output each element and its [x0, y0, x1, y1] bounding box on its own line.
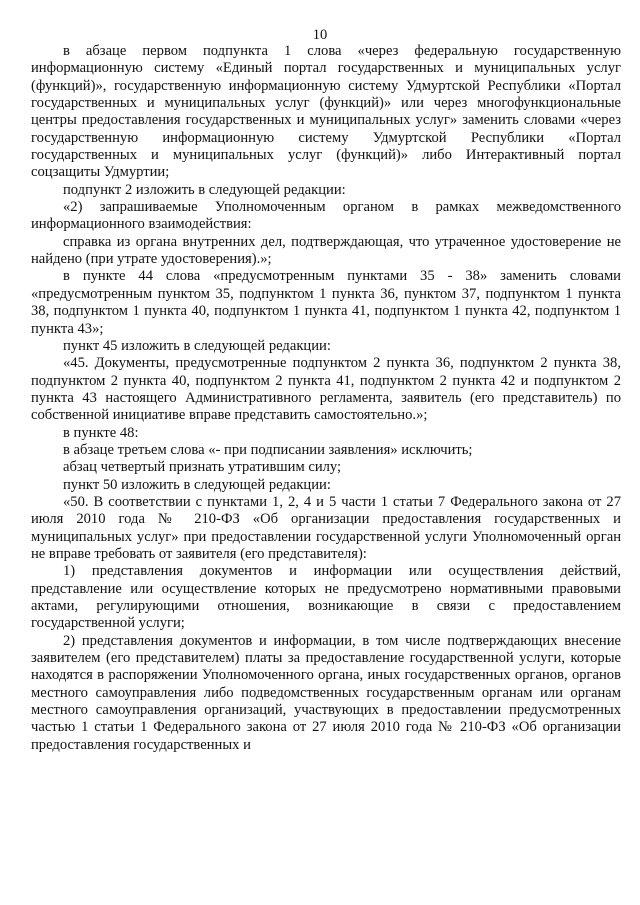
paragraph-punkt-48: в пункте 48:: [63, 424, 139, 441]
paragraph-punkt-50-intro: пункт 50 изложить в следующей редакции:: [63, 476, 331, 493]
paragraph-podpunkt-2: подпункт 2 изложить в следующей редакции:: [63, 181, 346, 198]
paragraph-abzac-pervyi: в абзаце первом подпункта 1 слова «через федеральную государственную информационную систему «Единый портал государственных и муниципальных услуг (функций)», государственную информационную систему Удмуртской Республики «Портал государственных и муниципальных услуг (функций)» или через многофункциональные центры предоставления государственных и муниципальных услуг» заменить словами «через государственную информационную систему Удмуртской Республики «Портал государственных и муниципальных услуг (функций)» либо Интерактивный портал соцзащиты Удмуртии;: [31, 43, 621, 181]
paragraph-abzac-chetvertyi: абзац четвертый признать утратившим силу;: [63, 459, 342, 476]
paragraph-item-1: 1) представления документов и информации или осуществления действий, представление или осуществление которых не предусмотрено нормативными правовыми актами, регулирующими отношения, возникающие в связи с предоставлением государственной услуги;: [31, 563, 621, 632]
paragraph-punkt-45-text: «45. Документы, предусмотренные подпунктом 2 пункта 36, подпунктом 2 пункта 38, подпунктом 2 пункта 40, подпунктом 2 пункта 41, подпунктом 2 пункта 42 и подпунктом 2 пункта 43 настоящего Административного регламента, заявитель (его представитель) по собственной инициативе вправе представить самостоятельно.»;: [31, 355, 621, 424]
document-body: [31, 43, 621, 754]
paragraph-abzac-tretii: в абзаце третьем слова «- при подписании заявления» исключить;: [63, 441, 473, 458]
paragraph-punkt-50-text: «50. В соответствии с пунктами 1, 2, 4 и 5 части 1 статьи 7 Федерального закона от 27 июля 2010 года № 210-ФЗ «Об организации предоставления государственных и муниципальных услуг» при предоставлении государственной услуги Уполномоченный орган не вправе требовать от заявителя (его представителя):: [31, 493, 621, 562]
paragraph-zaprashivaemye: «2) запрашиваемые Уполномоченным органом в рамках межведомственного информационного взаимодействия:: [31, 199, 621, 233]
paragraph-spravka: справка из органа внутренних дел, подтверждающая, что утраченное удостоверение не найдено (при утрате удостоверения).»;: [31, 233, 621, 268]
paragraph-punkt-44: в пункте 44 слова «предусмотренным пунктами 35 - 38» заменить словами «предусмотренным пунктом 35, подпунктом 1 пункта 36, пунктом 37, подпунктом 1 пункта 38, подпунктом 1 пункта 40, подпунктом 1 пункта 41, подпунктом 1 пункта 42, подпунктом 1 пункта 43»;: [31, 268, 621, 337]
page-number: 10: [312, 27, 328, 43]
paragraph-item-2: 2) представления документов и информации, в том числе подтверждающих внесение заявителем (его представителем) платы за предоставление государственной услуги, которые находятся в распоряжении Уполномоченного органа, иных государственных органов, органов местного самоуправления либо подведомственных государственным органам или органам местного самоуправления организаций, участвующих в предоставлении предусмотренных частью 1 статьи 1 Федерального закона от 27 июля 2010 года № 210-ФЗ «Об организации предоставления государственных и: [31, 632, 621, 753]
paragraph-punkt-45-intro: пункт 45 изложить в следующей редакции:: [63, 337, 331, 354]
